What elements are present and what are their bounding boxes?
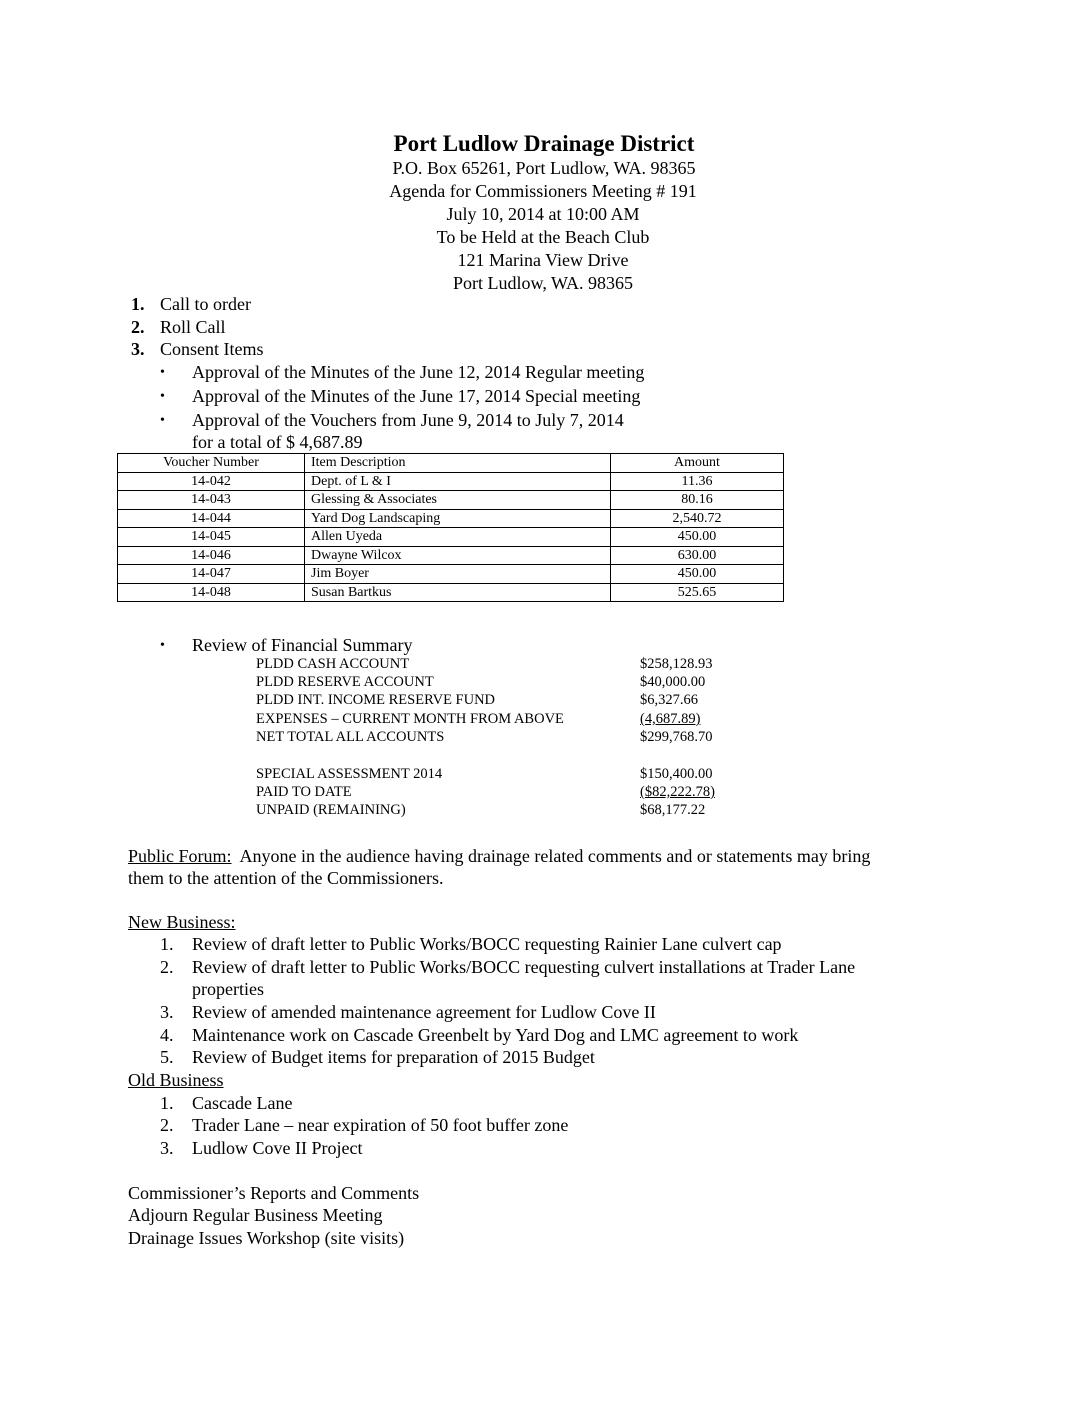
item-description: Glessing & Associates	[305, 491, 611, 510]
list-item: Trader Lane – near expiration of 50 foot buffer zone	[192, 1115, 569, 1135]
new-business-heading: New Business:	[128, 912, 236, 932]
venue-line: To be Held at the Beach Club	[436, 227, 650, 247]
list-number: 1.	[160, 934, 174, 954]
bullet-icon: •	[160, 413, 165, 428]
account-label: EXPENSES – CURRENT MONTH FROM ABOVE	[256, 711, 564, 727]
item-description: Dept. of L & I	[305, 472, 611, 491]
list-number: 3.	[160, 1138, 174, 1158]
public-forum-text-cont: them to the attention of the Commissioners.	[128, 868, 444, 888]
voucher-table	[117, 453, 784, 602]
address-line: P.O. Box 65261, Port Ludlow, WA. 98365	[392, 158, 696, 178]
old-business-heading: Old Business	[128, 1070, 224, 1090]
account-label: NET TOTAL ALL ACCOUNTS	[256, 729, 445, 745]
account-value: $258,128.93	[640, 656, 713, 672]
account-label: PLDD CASH ACCOUNT	[256, 656, 410, 672]
voucher-total: for a total of $ 4,687.89	[192, 432, 363, 452]
voucher-number: 14-044	[118, 509, 305, 528]
list-item: Ludlow Cove II Project	[192, 1138, 363, 1158]
voucher-number: 14-046	[118, 546, 305, 565]
assessment-value: $150,400.00	[640, 766, 713, 782]
agenda-number: 3.	[131, 339, 145, 359]
agenda-label: Consent Items	[160, 339, 264, 359]
amount: 525.65	[611, 583, 784, 602]
item-description: Allen Uyeda	[305, 528, 611, 547]
table-row	[118, 583, 784, 602]
amount: 2,540.72	[611, 509, 784, 528]
bullet-icon: •	[160, 389, 165, 404]
date-line: July 10, 2014 at 10:00 AM	[446, 204, 640, 224]
assessment-label: UNPAID (REMAINING)	[256, 802, 406, 818]
agenda-number: 2.	[131, 317, 145, 337]
amount: 11.36	[611, 472, 784, 491]
public-forum-label: Public Forum:	[128, 846, 232, 866]
account-value: $40,000.00	[640, 674, 706, 690]
list-item: Review of Budget items for preparation of 2015 Budget	[192, 1047, 595, 1067]
column-header-item-description: Item Description	[305, 454, 611, 473]
public-forum-text: Anyone in the audience having drainage related comments and or statements may bring	[231, 846, 871, 866]
closing-item: Commissioner’s Reports and Comments	[128, 1183, 420, 1203]
column-header-amount: Amount	[611, 454, 784, 473]
voucher-number: 14-047	[118, 565, 305, 584]
list-number: 2.	[160, 957, 174, 977]
assessment-value: ($82,222.78)	[640, 784, 715, 800]
table-header-row	[118, 454, 784, 473]
account-label: PLDD INT. INCOME RESERVE FUND	[256, 692, 496, 708]
item-description: Dwayne Wilcox	[305, 546, 611, 565]
list-item: Review of draft letter to Public Works/BOCC requesting Rainier Lane culvert cap	[192, 934, 782, 954]
city-line: Port Ludlow, WA. 98365	[453, 273, 633, 293]
account-value: $299,768.70	[640, 729, 713, 745]
financial-summary-heading: Review of Financial Summary	[192, 635, 413, 655]
item-description: Jim Boyer	[305, 565, 611, 584]
list-item: Review of amended maintenance agreement for Ludlow Cove II	[192, 1002, 656, 1022]
meeting-line: Agenda for Commissioners Meeting # 191	[389, 181, 697, 201]
table-row	[118, 472, 784, 491]
list-number: 2.	[160, 1115, 174, 1135]
street-line: 121 Marina View Drive	[457, 250, 629, 270]
table-row	[118, 528, 784, 547]
list-item: Cascade Lane	[192, 1093, 293, 1113]
column-header-voucher-number: Voucher Number	[118, 454, 305, 473]
list-item: Review of draft letter to Public Works/BOCC requesting culvert installations at Trader Lane	[192, 957, 856, 977]
list-item: Maintenance work on Cascade Greenbelt by Yard Dog and LMC agreement to work	[192, 1025, 799, 1045]
amount: 450.00	[611, 528, 784, 547]
amount: 450.00	[611, 565, 784, 584]
closing-item: Adjourn Regular Business Meeting	[128, 1205, 383, 1225]
list-number: 1.	[160, 1093, 174, 1113]
assessment-label: PAID TO DATE	[256, 784, 352, 800]
amount: 80.16	[611, 491, 784, 510]
consent-item: Approval of the Minutes of the June 12, 2014 Regular meeting	[192, 362, 645, 382]
consent-item: Approval of the Minutes of the June 17, 2014 Special meeting	[192, 386, 641, 406]
table-row	[118, 565, 784, 584]
account-label: PLDD RESERVE ACCOUNT	[256, 674, 434, 690]
closing-item: Drainage Issues Workshop (site visits)	[128, 1228, 405, 1248]
list-number: 5.	[160, 1047, 174, 1067]
amount: 630.00	[611, 546, 784, 565]
list-number: 4.	[160, 1025, 174, 1045]
agenda-number: 1.	[131, 294, 145, 314]
table-row	[118, 546, 784, 565]
voucher-number: 14-043	[118, 491, 305, 510]
list-number: 3.	[160, 1002, 174, 1022]
page-title: Port Ludlow Drainage District	[393, 131, 695, 156]
table-row	[118, 491, 784, 510]
list-item-cont: properties	[192, 979, 264, 999]
account-value: $6,327.66	[640, 692, 698, 708]
voucher-number: 14-042	[118, 472, 305, 491]
account-value: (4,687.89)	[640, 711, 701, 727]
assessment-label: SPECIAL ASSESSMENT 2014	[256, 766, 443, 782]
item-description: Yard Dog Landscaping	[305, 509, 611, 528]
voucher-number: 14-048	[118, 583, 305, 602]
item-description: Susan Bartkus	[305, 583, 611, 602]
consent-item: Approval of the Vouchers from June 9, 2014 to July 7, 2014	[192, 410, 624, 430]
bullet-icon: •	[160, 638, 165, 653]
table-row	[118, 509, 784, 528]
agenda-label: Roll Call	[160, 317, 226, 337]
assessment-value: $68,177.22	[640, 802, 706, 818]
voucher-number: 14-045	[118, 528, 305, 547]
bullet-icon: •	[160, 365, 165, 380]
agenda-label: Call to order	[160, 294, 251, 314]
